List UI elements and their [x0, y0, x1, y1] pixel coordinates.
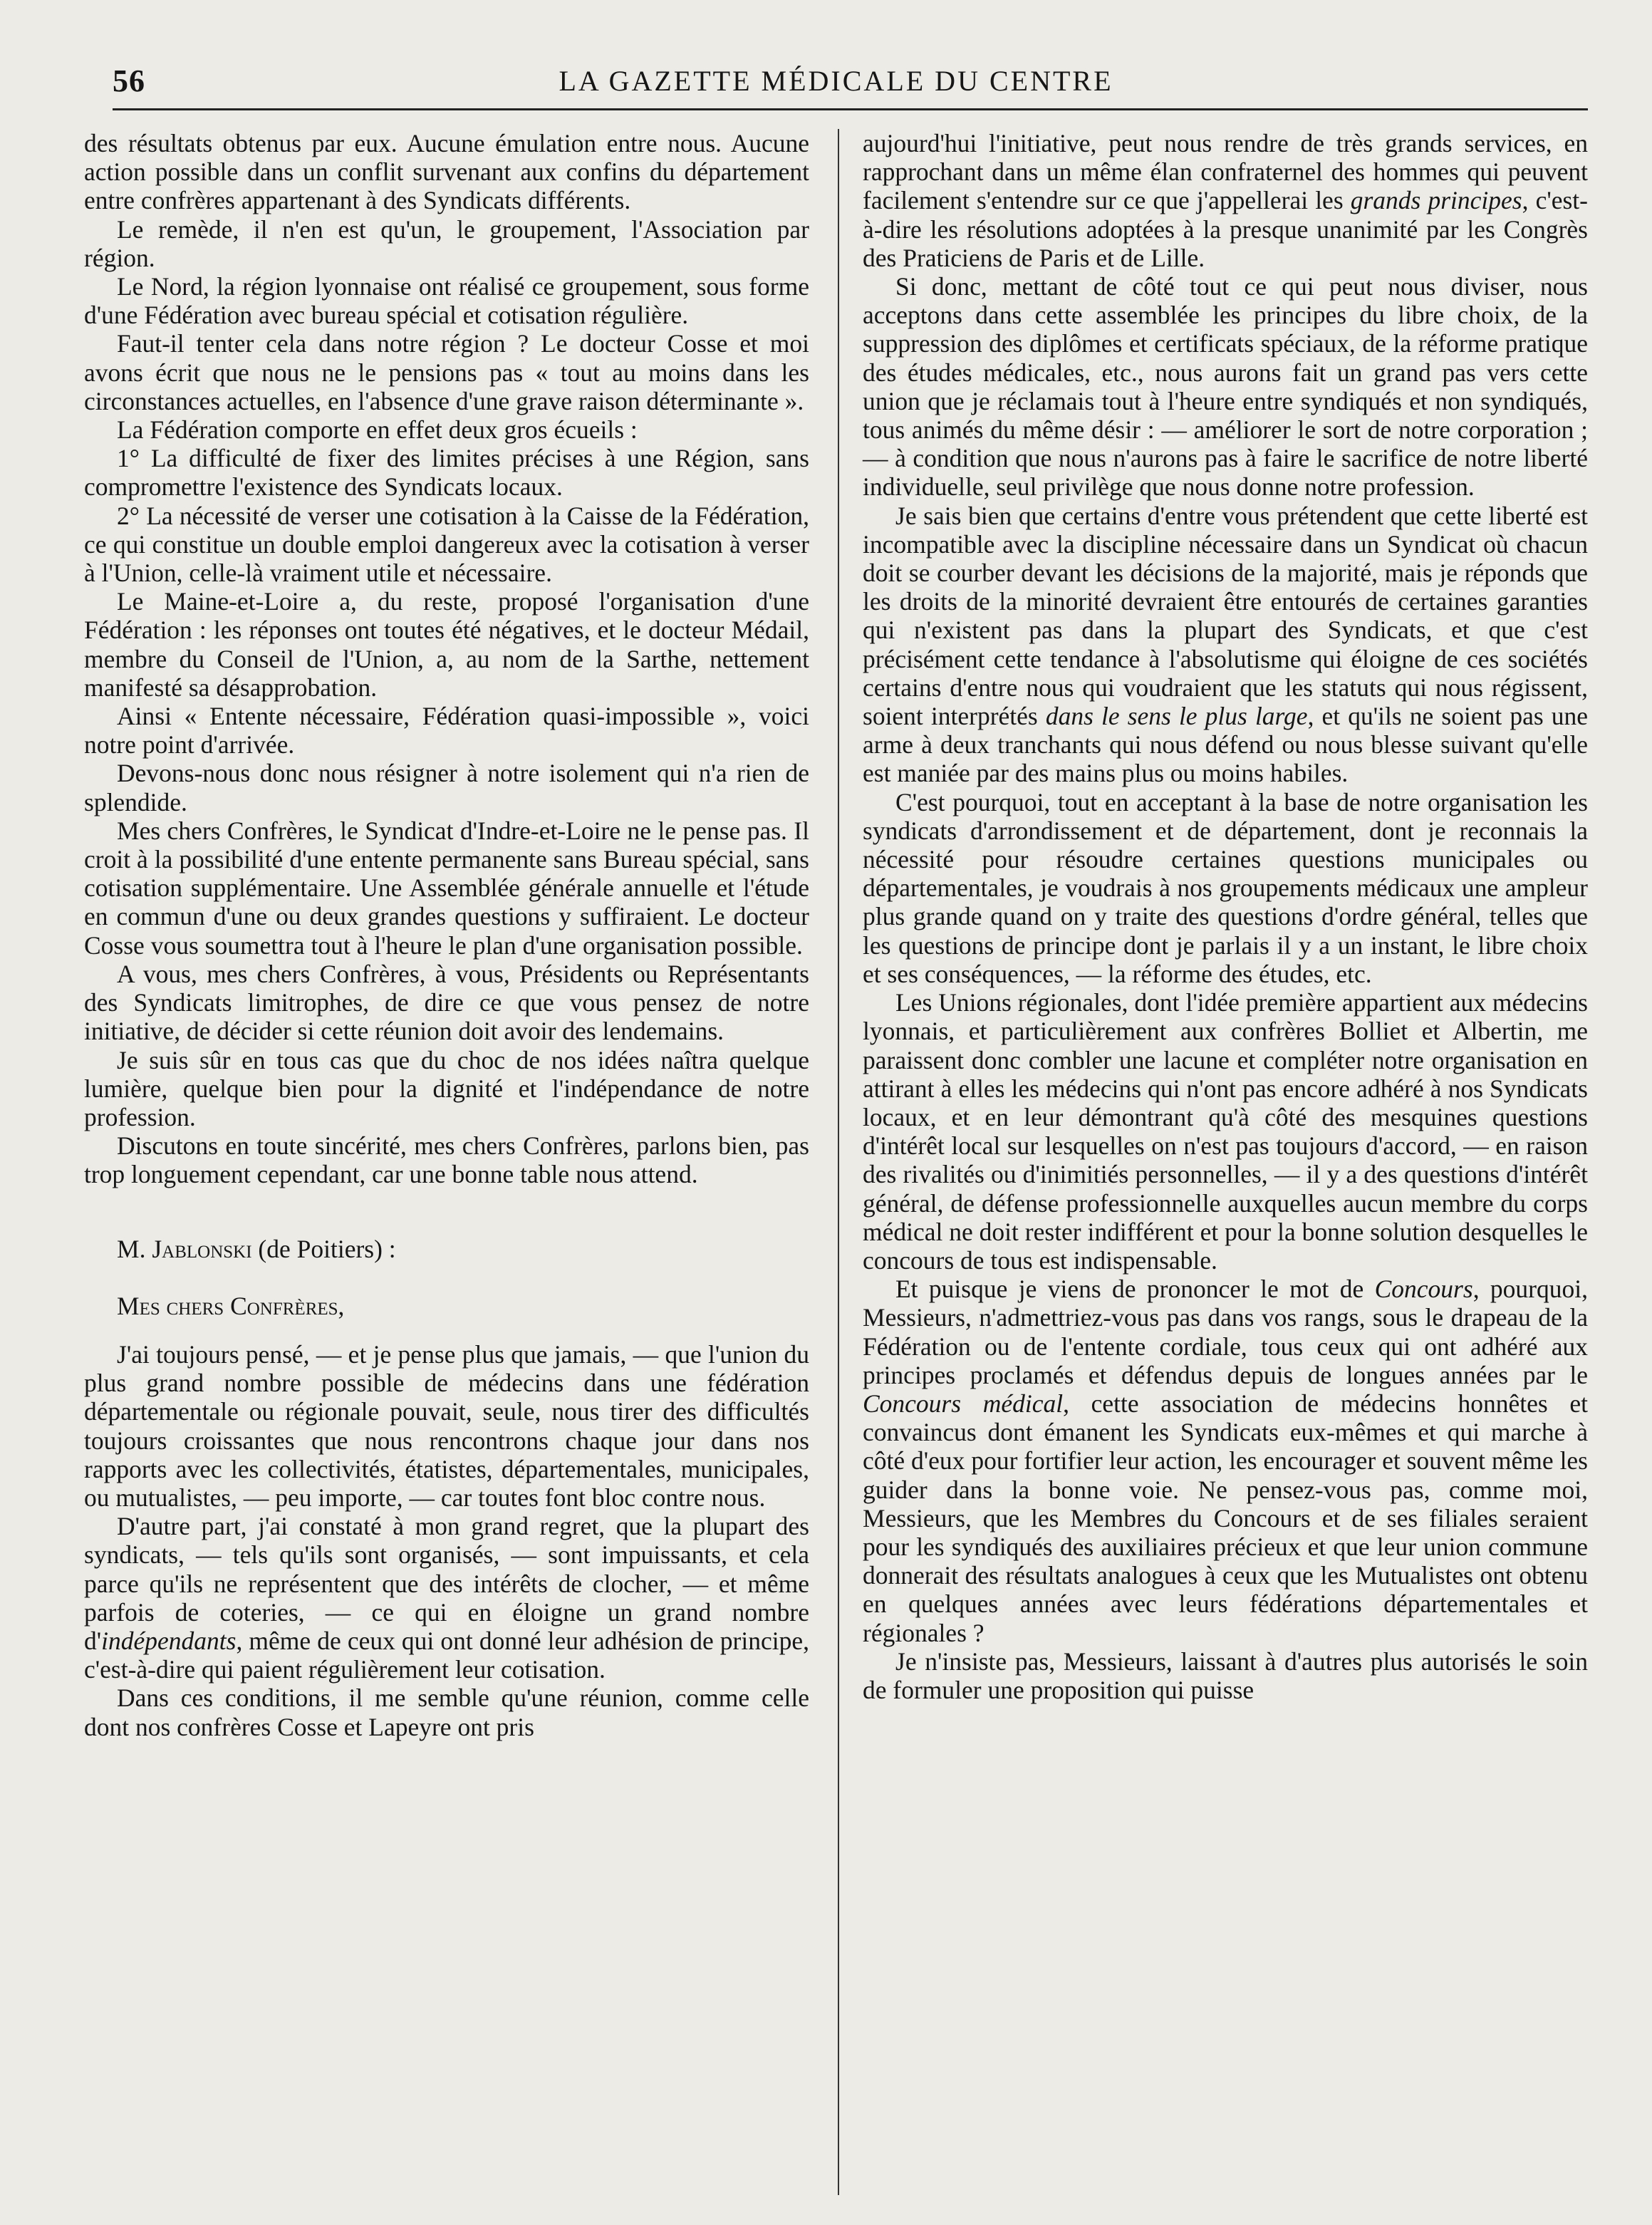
paragraph: 2° La nécessité de verser une cotisation à la Caisse de la Fédération, ce qui constitue un double emploi dangereux avec la cotisation à verser à l'Union, celle-là vraiment utile et nécessaire. [84, 501, 809, 588]
paragraph: Je suis sûr en tous cas que du choc de nos idées naîtra quelque lumière, quelque bien pour la dignité et l'indépendance de notre profession. [84, 1045, 809, 1131]
paragraph [863, 1275, 1588, 1647]
text-run: Dans ces conditions, il me semble qu'une réunion, comme celle dont nos confrères Cosse et Lapeyre ont pris [84, 1684, 809, 1741]
text-run: , c'est-à-dire les résolutions adoptées à la presque unanimité par les Congrès des Praticiens de Paris et de Lille. [863, 186, 1588, 272]
paragraph: Mes chers Confrères, le Syndicat d'Indre-et-Loire ne le pense pas. Il croit à la possibilité d'une entente permanente sans Bureau spécial, sans cotisation supplémentaire. Une Assemblée générale annuelle et l'étude en commun d'une ou deux grandes questions y suffiraient. Le docteur Cosse vous soumettra tout à l'heure le plan d'une organisation possible. [84, 816, 809, 960]
paragraph [84, 1340, 809, 1512]
speaker-line [84, 1235, 809, 1263]
paragraph: Discutons en toute sincérité, mes chers Confrères, parlons bien, pas trop longuement cependant, car une bonne table nous attend. [84, 1131, 809, 1189]
text-run: C'est pourquoi, tout en acceptant à la base de notre organisation les syndicats d'arrondissement et de département, dont je reconnais la nécessité pour résoudre certaines questions municipales ou départementales, je voudrais à nos groupements médicaux une ampleur plus grande quand on y traite des questions d'ordre général, telles que les questions de principe dont je parlais il y a un instant, le libre choix et ses conséquences, — la réforme des études, etc. [863, 787, 1588, 988]
paragraph: 1° La difficulté de fixer des limites précises à une Région, sans compromettre l'existence des Syndicats locaux. [84, 444, 809, 502]
paragraph [863, 502, 1588, 788]
emphasis-run: indépendants [101, 1626, 237, 1655]
header-rule [113, 108, 1588, 110]
emphasis-run: dans le sens le plus large [1045, 702, 1308, 731]
text-run: Les Unions régionales, dont l'idée première appartient aux médecins lyonnais, et particulièrement aux confrères Bolliet et Albertin, me paraissent donc combler une lacune et compléter notre organisation en attirant à elles les médecins qui n'ont pas encore adhéré à nos Syndicats locaux, et en leur démontrant qu'à côté des mesquines questions d'intérêt local sur lesquelles on n'est pas toujours d'accord, — en raison des rivalités ou d'inimitiés personnelles, — il y a des questions d'intérêt général, de défense professionnelle auxquelles aucun membre du corps médical ne doit rester indifférent et pour la bonne solution desquelles le concours de tous est indispensable. [863, 988, 1588, 1275]
text-run: , et qu'ils ne soient pas une arme à deux tranchants qui nous défend ou nous blesse suivant qu'elle est maniée par des mains plus ou moins habiles. [863, 702, 1588, 788]
text-run: Si donc, mettant de côté tout ce qui peut nous diviser, nous acceptons dans cette assemblée les principes du libre choix, de la suppression des diplômes et certificats spéciaux, de la réforme pratique des études médicales, etc., nous aurons fait un grand pas vers cette union que je réclamais tout à l'heure entre syndiqués et non syndiqués, tous animés du même désir : — améliorer le sort de notre corporation ; — à condition que nous n'aurons pas à faire le sacrifice de notre liberté individuelle, seul privilège que nous donne notre profession. [863, 272, 1588, 502]
salutation: Mes chers Confrères, [117, 1291, 345, 1320]
page-header [84, 63, 1588, 108]
emphasis-run: Concours [1374, 1275, 1473, 1304]
paragraph [84, 1512, 809, 1684]
text-run: Et puisque je viens de prononcer le mot de [895, 1275, 1375, 1304]
page-number: 56 [113, 63, 145, 98]
paragraph [863, 788, 1588, 988]
text-run: Je n'insiste pas, Messieurs, laissant à d'autres plus autorisés le soin de formuler une proposition qui puisse [863, 1646, 1588, 1704]
text-run: aujourd'hui l'initiative, peut nous rendre de très grands services, en rapprochant dans un même élan confraternel des hommes qui peuvent facilement s'entendre sur ce que j'appellerai les [863, 129, 1588, 215]
paragraph [84, 1684, 809, 1741]
article-columns [84, 129, 1588, 2195]
paragraph: Le remède, il n'en est qu'un, le groupement, l'Association par région. [84, 214, 809, 272]
text-run: , pourquoi, Messieurs, n'admettriez-vous pas dans vos rangs, sous le drapeau de la Fédération ou de l'entente cordiale, tous ceux qui ont adhéré aux principes proclamés et défendus depuis de longues années par le [863, 1275, 1588, 1389]
text-run: , cette association de médecins honnêtes et convaincus dont émanent les Syndicats eux-mêmes et qui marche à côté d'eux pour fortifier leur action, les encourager et souvent même les guider dans la bonne voie. Ne pensez-vous pas, comme moi, Messieurs, que les Membres du Concours et de ses filiales seraient pour les syndiqués des auxiliaires précieux et que leur union commune donnerait des résultats analogues à ceux que les Mutualistes ont obtenu en quelques années avec leurs fédérations départementales et régionales ? [863, 1389, 1588, 1647]
paragraph: des résultats obtenus par eux. Aucune émulation entre nous. Aucune action possible dans un conflit survenant aux confins du département entre confrères appartenant à des Syndicats différents. [84, 129, 809, 215]
text-run: D'autre part, j'ai constaté à mon grand regret, que la plupart des syndicats, — tels qu'ils sont organisés, — sont impuissants, et cela parce qu'ils ne représentent que des intérêts de clocher, — et même parfois de coteries, — ce qui en éloigne un grand nombre d' [84, 1512, 809, 1655]
emphasis-run: grands principes [1350, 186, 1522, 215]
paragraph: Faut-il tenter cela dans notre région ? Le docteur Cosse et moi avons écrit que nous ne le pensions pas « tout au moins dans les circonstances actuelles, en l'absence d'une grave raison déterminante ». [84, 329, 809, 415]
paragraph [863, 272, 1588, 502]
speaker-prefix: M. [117, 1234, 146, 1263]
text-run: Je sais bien que certains d'entre vous prétendent que cette liberté est incompatible avec la discipline nécessaire dans un Syndicat où chacun doit se courber devant les décisions de la majorité, mais je réponds que les droits de la minorité devraient être entourés de certaines garanties qui n'existent pas dans la plupart des Syndicats, et que c'est précisément cette tendance à l'absolutisme qui éloigne de ces sociétés certains d'entre nous qui voudraient que les statuts qui nous régissent, soient interprétés [863, 501, 1588, 731]
speaker-origin: (de Poitiers) : [258, 1234, 396, 1263]
text-run: J'ai toujours pensé, — et je pense plus que jamais, — que l'union du plus grand nombre possible de médecins dans une fédération départementale ou régionale pouvait, seule, nous tirer des difficultés toujours croissantes que nous rencontrons chaque jour dans nos rapports avec les collectivités, étatistes, départementales, municipales, ou mutualistes, — peu importe, — car toutes font bloc contre nous. [84, 1339, 809, 1512]
left-column [84, 129, 838, 2195]
paragraph: La Fédération comporte en effet deux gros écueils : [117, 415, 638, 445]
paragraph: Le Maine-et-Loire a, du reste, proposé l'organisation d'une Fédération : les réponses ont toutes été négatives, et le docteur Médail, membre du Conseil de l'Union, a, au nom de la Sarthe, nettement manifesté sa désapprobation. [84, 587, 809, 702]
paragraph: Ainsi « Entente nécessaire, Fédération quasi-impossible », voici notre point d'arrivée. [84, 702, 809, 759]
paragraph: Devons-nous donc nous résigner à notre isolement qui n'a rien de splendide. [84, 759, 809, 816]
paragraph [863, 988, 1588, 1275]
paragraph [863, 1647, 1588, 1704]
speaker-name: Jablonski [152, 1234, 252, 1263]
text-run: , même de ceux qui ont donné leur adhésion de principe, c'est-à-dire qui paient régulièrement leur cotisation. [84, 1626, 809, 1684]
paragraph: Le Nord, la région lyonnaise ont réalisé ce groupement, sous forme d'une Fédération avec bureau spécial et cotisation régulière. [84, 272, 809, 330]
paragraph: A vous, mes chers Confrères, à vous, Présidents ou Représentants des Syndicats limitrophes, de dire ce que vous pensez de notre initiative, de décider si cette réunion doit avoir des lendemains. [84, 959, 809, 1046]
emphasis-run: Concours médical [863, 1389, 1064, 1418]
right-column [838, 129, 1588, 2195]
paragraph [863, 129, 1588, 272]
journal-title: LA GAZETTE MÉDICALE DU CENTRE [559, 65, 1113, 97]
